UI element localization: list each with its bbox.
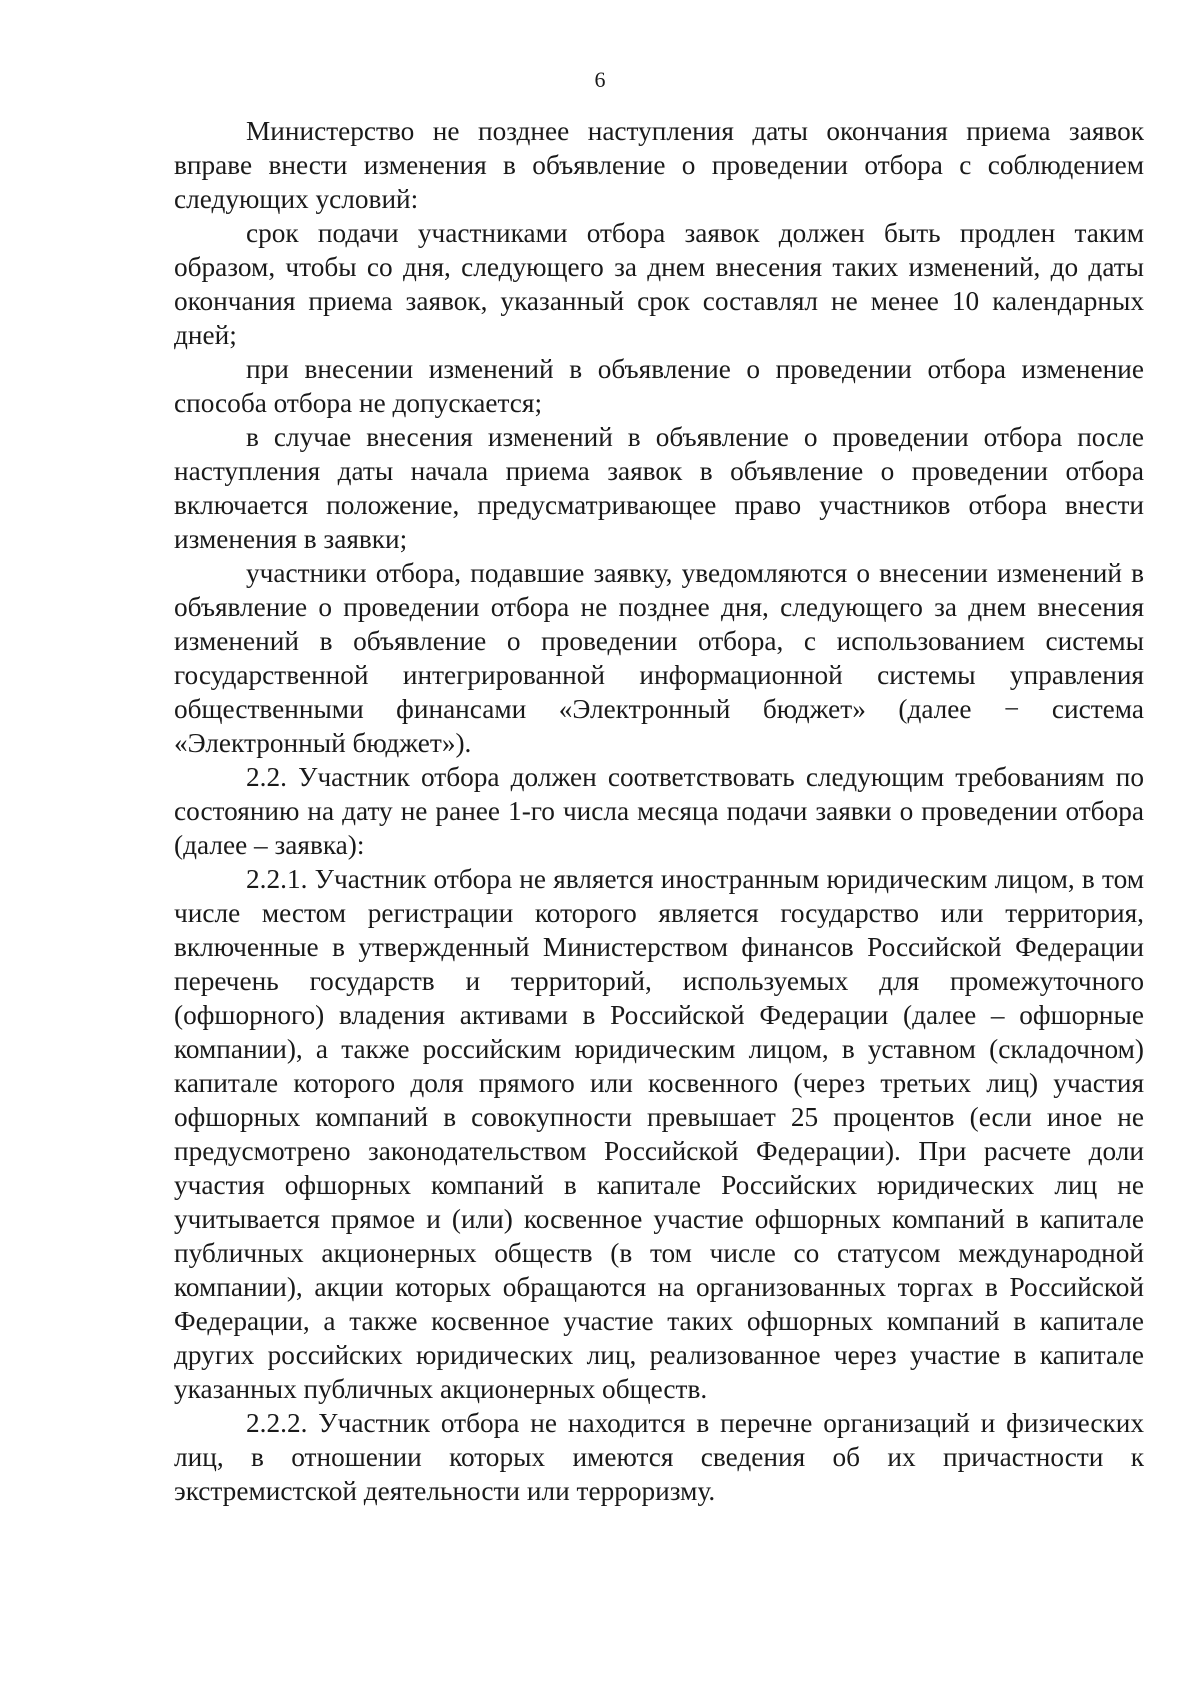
paragraph-intro: Министерство не позднее наступления даты окончания приема заявок вправе внести изменения в объявление о проведении отбора с соблюдением следующих условий:	[174, 116, 1144, 214]
paragraph-2-2-2: 2.2.2. Участник отбора не находится в перечне организаций и физических лиц, в отношении которых имеются сведения об их причастности к экстремистской деятельности или терроризму.	[174, 1408, 1144, 1506]
document-body	[174, 114, 1144, 1508]
page-number: 6	[594, 67, 606, 92]
paragraph-application-changes: в случае внесения изменений в объявление о проведении отбора после наступления даты начала приема заявок в объявление о проведении отбора включается положение, предусматривающее право участников отбора внести изменения в заявки;	[174, 422, 1144, 554]
paragraph-notification: участники отбора, подавшие заявку, уведомляются о внесении изменений в объявление о проведении отбора не позднее дня, следующего за днем внесения изменений в объявление о проведении отбора, с использованием системы государственной интегрированной информационной системы управления общественными финансами «Электронный бюджет» (далее − система «Электронный бюджет»).	[174, 558, 1144, 758]
paragraph-selection-method: при внесении изменений в объявление о проведении отбора изменение способа отбора не допускается;	[174, 354, 1144, 418]
paragraph-deadline-extension: срок подачи участниками отбора заявок должен быть продлен таким образом, чтобы со дня, следующего за днем внесения таких изменений, до даты окончания приема заявок, указанный срок составлял не менее 10 календарных дней;	[174, 218, 1144, 350]
paragraph-2-2: 2.2. Участник отбора должен соответствовать следующим требованиям по состоянию на дату не ранее 1-го числа месяца подачи заявки о проведении отбора (далее – заявка):	[174, 762, 1144, 860]
paragraph-2-2-1: 2.2.1. Участник отбора не является иностранным юридическим лицом, в том числе местом регистрации которого является государство или территория, включенные в утвержденный Министерством финансов Российской Федерации перечень государств и территорий, используемых для промежуточного (офшорного) владения активами в Российской Федерации (далее – офшорные компании), а также российским юридическим лицом, в уставном (складочном) капитале которого доля прямого или косвенного (через третьих лиц) участия офшорных компаний в совокупности превышает 25 процентов (если иное не предусмотрено законодательством Российской Федерации). При расчете доли участия офшорных компаний в капитале Российских юридических лиц не учитывается прямое и (или) косвенное участие офшорных компаний в капитале публичных акционерных обществ (в том числе со статусом международной компании), акции которых обращаются на организованных торгах в Российской Федерации, а также косвенное участие таких офшорных компаний в капитале других российских юридических лиц, реализованное через участие в капитале указанных публичных акционерных обществ.	[174, 864, 1144, 1404]
